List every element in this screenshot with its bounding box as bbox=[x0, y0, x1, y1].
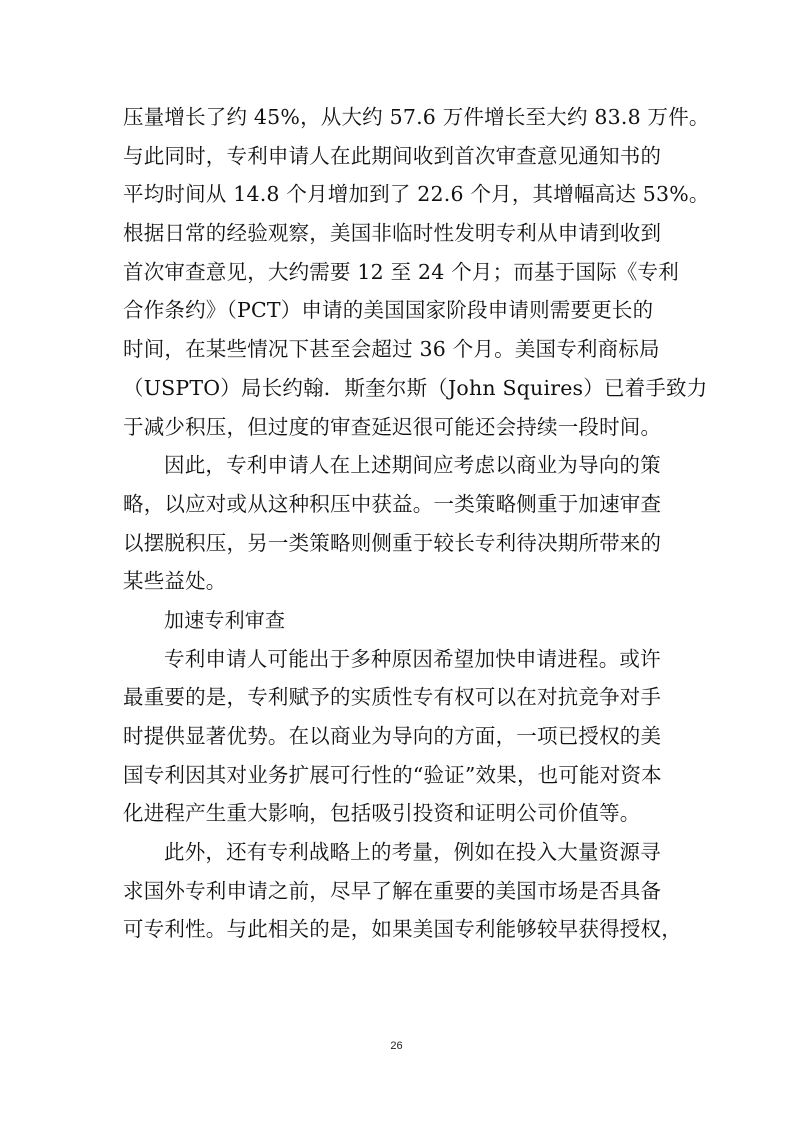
paragraph bbox=[123, 446, 673, 601]
text-line: （USPTO）局长约翰．斯奎尔斯（John Squires）已着手致力 bbox=[123, 375, 708, 400]
text-line: 略，以应对或从这种积压中获益。一类策略侧重于加速审查 bbox=[123, 491, 662, 516]
text-line: 压量增长了约 45%，从大约 57.6 万件增长至大约 83.8 万件。 bbox=[123, 105, 710, 129]
paragraph bbox=[123, 640, 673, 833]
text-line: 最重要的是，专利赋予的实质性专有权可以在对抗竞争对手 bbox=[123, 685, 662, 710]
text-line: 求国外专利申请之前，尽早了解在重要的美国市场是否具备 bbox=[123, 878, 662, 903]
page-number: 26 bbox=[390, 1040, 403, 1052]
text-line: 根据日常的经验观察，美国非临时性发明专利从申请到收到 bbox=[123, 221, 662, 246]
text-line: 可专利性。与此相关的是，如果美国专利能够较早获得授权， bbox=[123, 917, 682, 942]
text-line: 合作条约》（PCT）申请的美国国家阶段申请则需要更长的 bbox=[123, 298, 654, 323]
text-line: 以摆脱积压，另一类策略则侧重于较长专利待决期所带来的 bbox=[123, 530, 662, 555]
section-heading: 加速专利审查 bbox=[164, 607, 286, 632]
body-text bbox=[123, 98, 710, 949]
paragraph bbox=[123, 833, 682, 949]
text-line: 时提供显著优势。在以商业为导向的方面，一项已授权的美 bbox=[123, 724, 662, 748]
text-line: 专利申请人可能出于多种原因希望加快申请进程。或许 bbox=[164, 646, 661, 671]
text-line: 平均时间从 14.8 个月增加到了 22.6 个月，其增幅高达 53%。 bbox=[123, 182, 710, 207]
text-line: 化进程产生重大影响，包括吸引投资和证明公司价值等。 bbox=[123, 801, 641, 826]
text-line: 此外，还有专利战略上的考量，例如在投入大量资源寻 bbox=[164, 840, 661, 865]
text-line: 国专利因其对业务扩展可行性的“验证”效果，也可能对资本 bbox=[123, 762, 662, 787]
text-line: 因此，专利申请人在上述期间应考虑以商业为导向的策 bbox=[164, 453, 661, 478]
text-line: 与此同时，专利申请人在此期间收到首次审查意见通知书的 bbox=[123, 143, 662, 168]
text-line: 于减少积压，但过度的审查延迟很可能还会持续一段时间。 bbox=[123, 414, 662, 439]
text-line: 时间，在某些情况下甚至会超过 36 个月。美国专利商标局 bbox=[123, 337, 660, 362]
text-line: 某些益处。 bbox=[123, 569, 227, 594]
paragraph bbox=[123, 98, 710, 446]
text-line: 首次审查意见，大约需要 12 至 24 个月；而基于国际《专利 bbox=[123, 259, 679, 284]
